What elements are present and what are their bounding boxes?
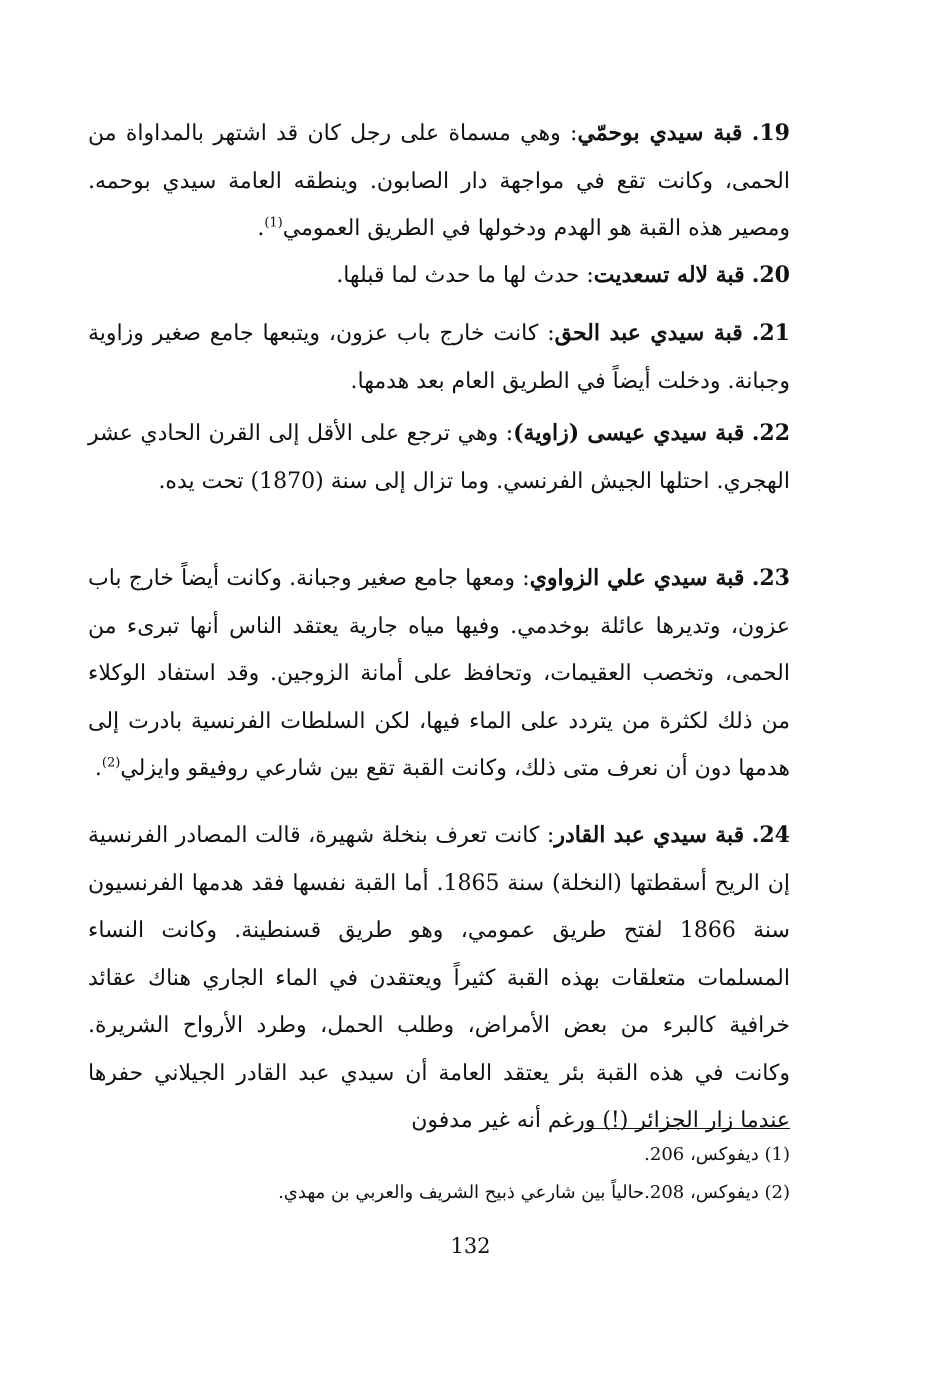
entry-number: 21. bbox=[751, 320, 790, 346]
entry-number: 22. bbox=[751, 420, 791, 446]
footnote-number: (1) bbox=[764, 1144, 790, 1165]
entry-text: : وهي مسماة على رجل كان قد اشتهر بالمداواة من الحمى، وكانت تقع في مواجهة دار الصابون. وينطقه العامة سيدي بوحمه. ومصير هذه القبة هو الهدم ودخولها في الطريق العمومي bbox=[88, 121, 790, 241]
entry-text: : كانت خارج باب عزون، ويتبعها جامع صغير وزاوية وجبانة. ودخلت أيضاً في الطريق العام بعد هدمها. bbox=[88, 321, 790, 394]
entry-number: 24. bbox=[751, 822, 790, 848]
entry-number: 20. bbox=[751, 262, 790, 288]
footnote-ref: (1) bbox=[264, 215, 283, 231]
entry-number: 23. bbox=[751, 565, 790, 591]
footnote-1 bbox=[88, 1140, 790, 1170]
footnote-2 bbox=[88, 1178, 790, 1208]
entry-title: قبة سيدي عبد الحق bbox=[554, 320, 743, 346]
entry-title: قبة سيدي عبد القادر bbox=[554, 822, 745, 848]
entry-text: : حدث لها ما حدث لما قبلها. bbox=[336, 263, 594, 288]
footnote-text: ديفوكس، 206. bbox=[644, 1144, 759, 1165]
footnote-divider bbox=[585, 1128, 790, 1129]
entry-title: قبة سيدي علي الزواوي bbox=[529, 565, 745, 591]
entry-tail: . bbox=[94, 756, 102, 781]
entry-19 bbox=[88, 110, 790, 253]
entry-22 bbox=[88, 410, 790, 505]
entry-24 bbox=[88, 812, 790, 1145]
entry-tail: . bbox=[257, 216, 265, 241]
entry-23 bbox=[88, 555, 790, 793]
entry-title: قبة سيدي بوحمّي bbox=[577, 120, 743, 146]
footnote-number: (2) bbox=[764, 1182, 790, 1203]
footnote-text: ديفوكس، 208.حالياً بين شارعي ذبيح الشريف والعربي بن مهدي. bbox=[278, 1182, 759, 1203]
footnote-ref: (2) bbox=[101, 755, 121, 771]
entry-text: : ومعها جامع صغير وجبانة. وكانت أيضاً خارج باب عزون، وتديرها عائلة بوخدمي. وفيها مياه جارية يعتقد الناس أنها تبرىء من الحمى، وتخصب العقيمات، وتحافظ على أمانة الزوجين. وقد استفاد الوكلاء من ذلك لكثرة من يتردد على الماء فيها، لكن السلطات الفرنسية بادرت إلى هدمها دون أن نعرف متى ذلك، وكانت القبة تقع بين شارعي روفيقو وايزلي bbox=[88, 566, 790, 781]
page-number: 132 bbox=[450, 1234, 491, 1258]
entry-number: 19. bbox=[751, 120, 790, 146]
entry-title: قبة لاله تسعديت bbox=[593, 262, 745, 288]
entry-title: قبة سيدي عيسى (زاوية) bbox=[513, 420, 745, 446]
entry-text: : كانت تعرف بنخلة شهيرة، قالت المصادر الفرنسية إن الريح أسقطتها (النخلة) سنة 1865. أما القبة نفسها فقد هدمها الفرنسيون سنة 1866 لفتح طريق عمومي، وهو طريق قسنطينة. وكانت النساء المسلمات متعلقات بهذه القبة كثيراً ويعتقدن في الماء الجاري هناك عقائد خرافية كالبرء من بعض الأمراض، وطلب الحمل، وطرد الأرواح الشريرة. وكانت في هذه القبة بئر يعتقد العامة أن سيدي عبد القادر الجيلاني حفرها عندما زار الجزائر (!) ورغم أنه غير مدفون bbox=[88, 823, 790, 1133]
entry-text: : وهي ترجع على الأقل إلى القرن الحادي عشر الهجري. احتلها الجيش الفرنسي. وما تزال إلى سنة (1870) تحت يده. bbox=[88, 421, 790, 494]
entry-21 bbox=[88, 310, 790, 405]
entry-20 bbox=[88, 252, 790, 300]
